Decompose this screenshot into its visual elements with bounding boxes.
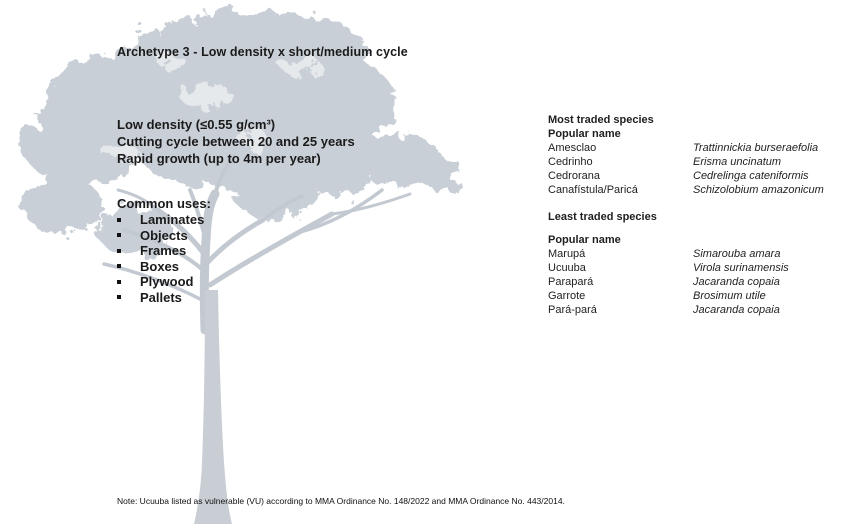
characteristic-cutting-cycle: Cutting cycle between 20 and 25 years	[117, 134, 355, 149]
least-traded-table	[548, 247, 824, 317]
bullet-square-icon	[117, 249, 121, 253]
list-item	[117, 259, 211, 275]
common-uses-block	[117, 196, 211, 305]
popular-name: Cedrinho	[548, 156, 593, 168]
footnote: Note: Ucuuba listed as vulnerable (VU) according to MMA Ordinance No. 148/2022 and MMA Ordinance No. 443/2014.	[117, 496, 565, 506]
popular-name: Amesclao	[548, 142, 597, 154]
common-uses-list	[117, 212, 211, 305]
characteristic-growth: Rapid growth (up to 4m per year)	[117, 151, 321, 166]
use-item-label: Frames	[140, 243, 187, 259]
popular-name: Cedrorana	[548, 170, 600, 182]
popular-name: Pará-pará	[548, 304, 597, 316]
popular-name: Canafístula/Paricá	[548, 184, 638, 196]
list-item	[117, 243, 211, 259]
use-item-label: Objects	[140, 227, 188, 243]
most-traded-heading: Most traded species	[548, 114, 654, 126]
scientific-name: Trattinnickia burseraefolia	[693, 142, 819, 154]
popular-name-header: Popular name	[548, 234, 621, 246]
scientific-name: Schizolobium amazonicum	[693, 184, 824, 196]
use-item-label: Pallets	[140, 289, 182, 305]
list-item	[117, 290, 211, 306]
scientific-name: Brosimum utile	[693, 290, 766, 302]
list-item	[117, 274, 211, 290]
scientific-name: Erisma uncinatum	[693, 156, 782, 168]
popular-name: Marupá	[548, 248, 586, 260]
popular-name-header: Popular name	[548, 128, 621, 140]
popular-name: Ucuuba	[548, 262, 586, 274]
characteristics-block	[117, 116, 355, 167]
scientific-name: Simarouba amara	[693, 248, 781, 260]
bullet-square-icon	[117, 233, 121, 237]
slide-title: Archetype 3 - Low density x short/medium cycle	[117, 45, 408, 59]
bullet-square-icon	[117, 264, 121, 268]
most-traded-table	[548, 141, 824, 197]
list-item	[117, 212, 211, 228]
use-item-label: Laminates	[140, 212, 205, 228]
scientific-name: Jacaranda copaia	[693, 304, 780, 316]
use-item-label: Plywood	[140, 274, 194, 290]
popular-name: Garrote	[548, 290, 586, 302]
species-tables	[548, 113, 824, 317]
scientific-name: Virola surinamensis	[693, 262, 789, 274]
bullet-square-icon	[117, 218, 121, 222]
bullet-square-icon	[117, 280, 121, 284]
use-item-label: Boxes	[140, 258, 180, 274]
bullet-square-icon	[117, 295, 121, 299]
scientific-name: Cedrelinga cateniformis	[693, 170, 809, 182]
characteristic-density: Low density (≤0.55 g/cm³)	[117, 117, 276, 132]
popular-name: Parapará	[548, 276, 594, 288]
common-uses-heading: Common uses:	[117, 196, 211, 211]
list-item	[117, 228, 211, 244]
scientific-name: Jacaranda copaia	[693, 276, 780, 288]
least-traded-heading: Least traded species	[548, 211, 657, 223]
